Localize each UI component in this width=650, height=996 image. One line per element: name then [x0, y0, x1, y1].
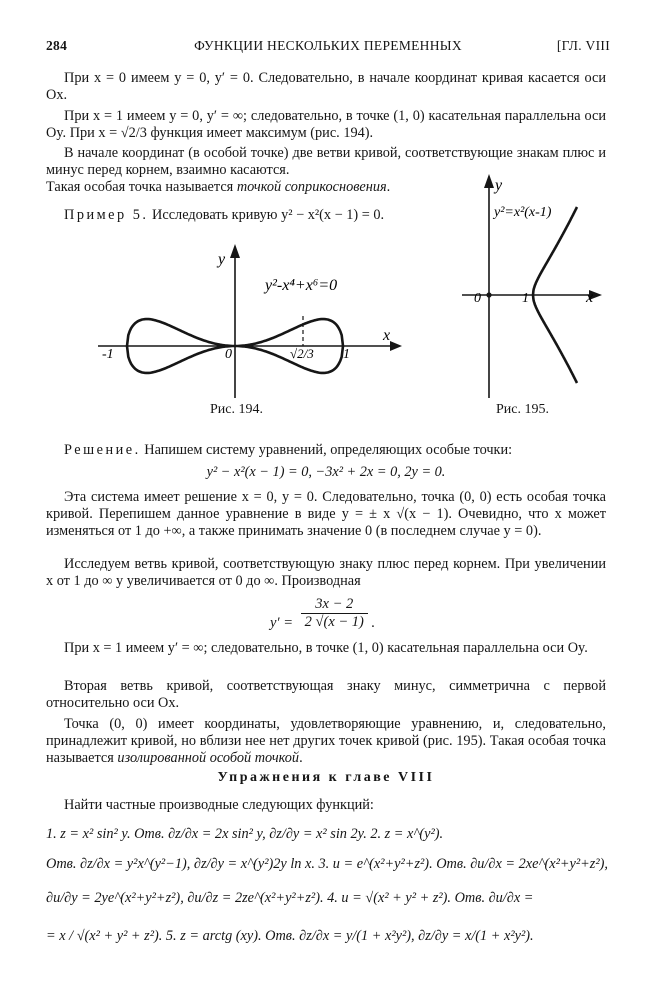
- fig195-isolated-point: [486, 292, 491, 297]
- fig195-y-label: y: [495, 177, 503, 194]
- derivative-fraction: [301, 596, 368, 631]
- fig194-left-mark: -1: [102, 347, 114, 362]
- fig194-y-label: y: [218, 251, 226, 268]
- paragraph-8: При x = 1 имеем y′ = ∞; следовательно, в точке (1, 0) касательная параллельна оси Oy.: [64, 640, 588, 656]
- paragraph-10: [46, 716, 606, 767]
- exercise-line-1: 1. z = x² sin² y. Отв. ∂z/∂x = 2x sin² y, ∂z/∂y = x² sin 2y. 2. z = x^(y²).: [46, 826, 444, 842]
- exercises-heading: Упражнения к главе VIII: [217, 770, 435, 785]
- fig194-y-arrow: [230, 244, 240, 258]
- example-5: [46, 207, 466, 224]
- fig194-origin-label: 0: [225, 347, 232, 362]
- chapter-label: [ГЛ. VIII: [556, 38, 610, 53]
- fig195-one-mark: 1: [522, 291, 529, 306]
- term-isolated-point: изолированной особой точкой: [117, 750, 300, 766]
- derivative-period: .: [371, 614, 376, 631]
- paragraph-9: Вторая ветвь кривой, соответствующая знаку минус, симметрична с первой относительно оси Ox.: [46, 678, 606, 711]
- figure-195: [458, 170, 610, 400]
- derivative-lhs: y′ =: [270, 614, 294, 631]
- running-title: ФУНКЦИИ НЕСКОЛЬКИХ ПЕРЕМЕННЫХ: [194, 38, 462, 53]
- paragraph-10-lead: Точка (0, 0) имеет координаты, удовлетворяющие уравнению, и, следовательно, принадлежит кривой, но вблизи нее нет других точек кривой (рис. 195). Такая особая точка называется: [46, 716, 606, 766]
- fig195-x-label: x: [586, 289, 594, 306]
- exercise-line-3: ∂u/∂y = 2ye^(x²+y²+z²), ∂u/∂z = 2ze^(x²+y²+z²). 4. u = √(x² + y² + z²). Отв. ∂u/∂x =: [46, 890, 534, 906]
- fig194-caption: Рис. 194.: [210, 402, 263, 417]
- paragraph-1: При x = 0 имеем y = 0, y′ = 0. Следовательно, в начале координат кривая касается оси Ox.: [46, 70, 606, 103]
- fig195-origin-label: 0: [474, 291, 481, 306]
- solution-label: Решение.: [64, 442, 141, 458]
- fig194-x-arrow: [390, 341, 402, 351]
- derivative-formula: [270, 596, 375, 631]
- fig194-root-mark: √2/3: [290, 346, 314, 361]
- fig195-equation: y²=x²(x-1): [494, 205, 552, 220]
- fig195-caption: Рис. 195.: [496, 402, 549, 417]
- running-header: [46, 38, 610, 58]
- solution-text: Напишем систему уравнений, определяющих особые точки:: [140, 442, 513, 458]
- exercise-line-2: Отв. ∂z/∂x = y²x^(y²−1), ∂z/∂y = x^(y²)2y ln x. 3. u = e^(x²+y²+z²). Отв. ∂u/∂x = 2xe^(x²+y²+z²),: [46, 856, 608, 872]
- example-5-text: Исследовать кривую y² − x²(x − 1) = 0.: [148, 207, 385, 223]
- derivative-numerator: 3x − 2: [301, 596, 368, 614]
- page-number: 284: [46, 38, 68, 53]
- exercises-intro: Найти частные производные следующих функций:: [64, 797, 374, 813]
- term-tangency-point: точкой соприкосновения: [236, 179, 387, 195]
- fig194-right-mark: 1: [343, 347, 350, 362]
- exercise-line-4: = x / √(x² + y² + z²). 5. z = arctg (xy). Отв. ∂z/∂x = y/(1 + x²y²), ∂z/∂y = x/(1 + x²y²).: [46, 928, 534, 944]
- paragraph-3: В начале координат (в особой точке) две ветви кривой, соответствующие знакам плюс и минус перед корнем, взаимно касаются.: [46, 145, 606, 178]
- solution-heading: [46, 442, 606, 459]
- paragraph-3b-lead: Такая особая точка называется: [46, 179, 237, 195]
- derivative-denominator: 2 √(x − 1): [304, 614, 364, 630]
- paragraph-2: При x = 1 имеем y = 0, y′ = ∞; следовательно, в точке (1, 0) касательная параллельна оси Oy. При x = √2/3 функция имеет максимум (рис. 194).: [46, 108, 606, 141]
- fig195-y-arrow: [484, 174, 494, 188]
- equation-system: y² − x²(x − 1) = 0, −3x² + 2x = 0, 2y = 0.: [206, 464, 446, 480]
- paragraph-10-tail: .: [299, 750, 303, 766]
- paragraph-3b-tail: .: [386, 179, 391, 195]
- fig194-x-label: x: [383, 327, 391, 344]
- figure-194: [90, 240, 410, 405]
- example-5-label: Пример 5.: [64, 207, 149, 223]
- paragraph-3b: [46, 179, 446, 196]
- fig194-equation: y²-x⁴+x⁶=0: [265, 277, 338, 294]
- paragraph-7: Исследуем ветвь кривой, соответствующую знаку плюс перед корнем. При увеличении x от 1 до ∞ y увеличивается от 0 до ∞. Производная: [46, 556, 606, 589]
- paragraph-6: Эта система имеет решение x = 0, y = 0. Следовательно, точка (0, 0) есть особая точка кривой. Перепишем данное уравнение в виде y = ± x √(x − 1). Очевидно, что x может изменяться от 1 до +∞, а также принимать значение 0 (в последнем случае y = 0).: [46, 489, 606, 539]
